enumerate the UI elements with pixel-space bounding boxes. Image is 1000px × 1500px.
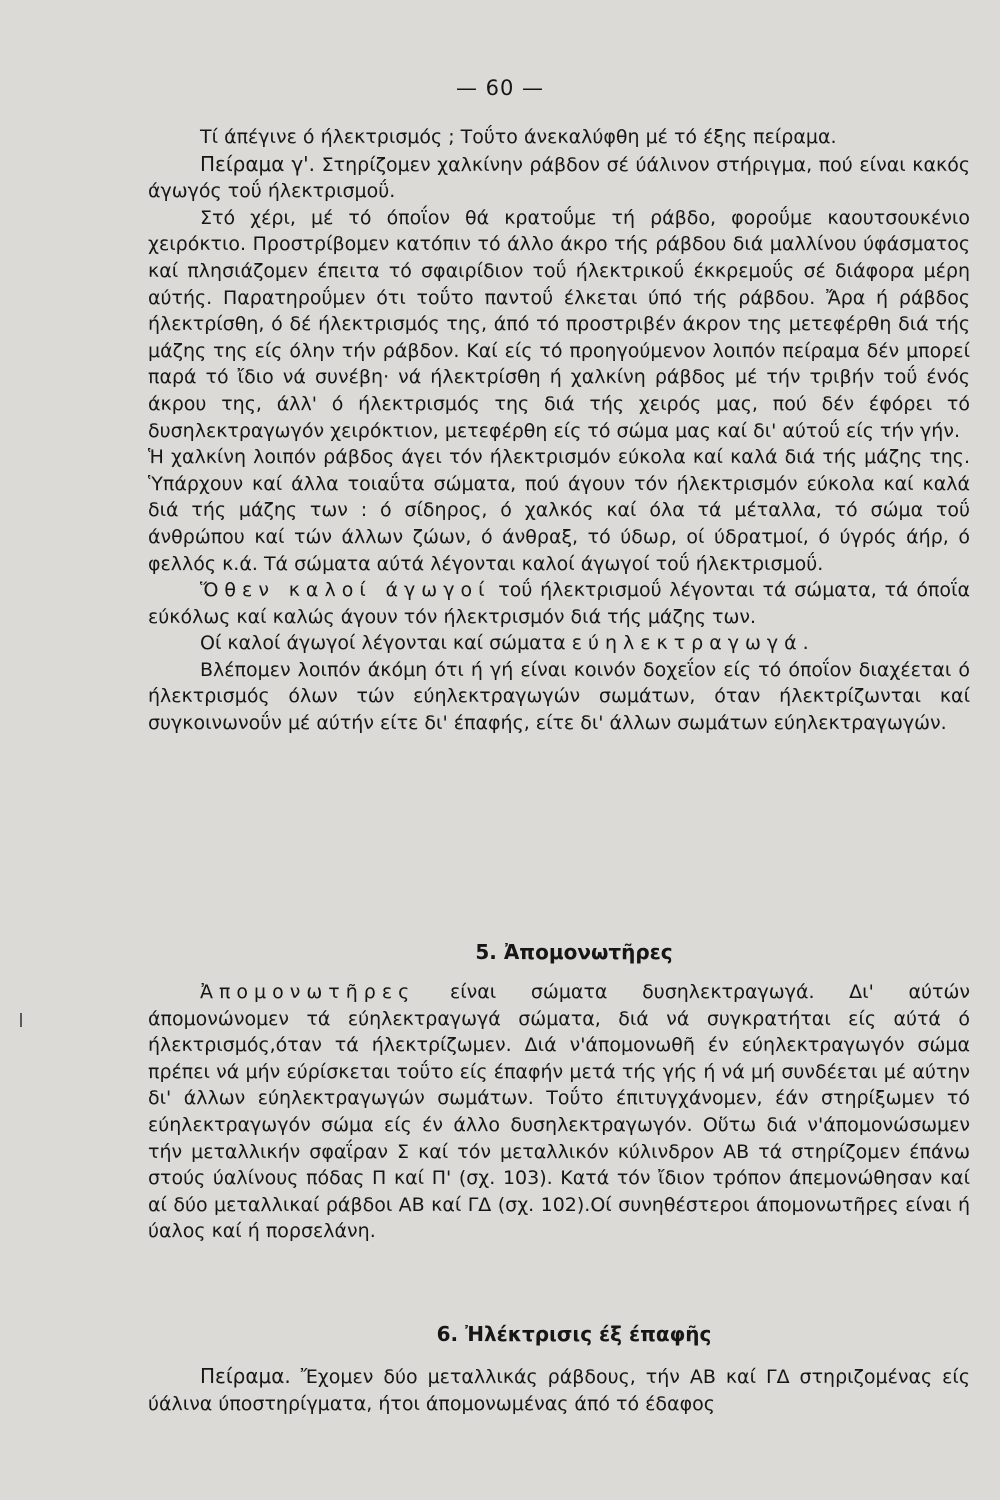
spaced-term-insulators: Ἀπομονωτῆρες: [200, 981, 416, 1003]
paragraph-conductors-list: Ἡ χαλκίνη λοιπόν ράβδος άγει τόν ήλεκτρισμόν εύκολα καί καλά διά τής μάζης της. Ὑπάρχουν καί άλλα τοιαΰτα σώματα, πού άγουν τόν ήλεκτρισμόν εύκολα καί καλά διά τής μάζης των : ό σίδηρος, ό χαλκός καί όλα τά μέταλλα, τό σώμα τοΰ άνθρώπου καί τών άλλων ζώων, ό άνθραξ, τό ύδωρ, οί ύδρατμοί, ό ύγρός άήρ, ό φελλός κ.ά. Τά σώματα αύτά λέγονται καλοί άγωγοί τοΰ ήλεκτρισμοΰ.: [148, 446, 970, 575]
experiment-label-2: Πείραμα.: [200, 1364, 291, 1388]
experiment-text: Στηρίζομεν χαλκίνην ράβδον σέ ύάλινον στήριγμα, πού είναι κακός άγωγός τοΰ ήλεκτρισμοΰ.: [148, 153, 970, 203]
spaced-term-good-conductors: Ὅθεν καλοί άγωγοί: [200, 579, 491, 602]
paragraph-question: Τί άπέγινε ό ήλεκτρισμός ; Τοΰτο άνεκαλύφθη μέ τό έξης πείραμα.: [200, 126, 837, 148]
paragraph-experiment-gamma: [148, 151, 970, 205]
section-heading-insulators: 5. Ἀπομονωτῆρες: [475, 940, 673, 964]
spaced-term-euelectragoga: εύηλεκτραγωγά.: [571, 632, 815, 655]
insulators-text: είναι σώματα δυσηλεκτραγωγά. Δι' αύτών άπομονώνομεν τά εύηλεκτραγωγά σώματα, διά νά συγκρατήται είς αύτά ό ήλεκτρισμός,όταν τά ήλεκτρίζωμεν. Διά ν'άπομονωθῆ έν εύηλεκτραγωγόν σώμα πρέπει νά μήν εύρίσκεται τοΰτο είς έπαφήν μετά τής γής ή νά μή συνδέεται μέ αύτην δι' άλλων εύηλεκτραγωγών σωμάτων. Τοΰτο έπιτυγχάνομεν, έάν στηρίξωμεν τό εύηλεκτραγωγόν σώμα είς έν άλλο δυσηλεκτραγωγόν. Οὕτω διά ν'άπομονώσωμεν τήν μεταλλικήν σφαΐραν Σ καί τόν μεταλλικόν κύλινδρον ΑΒ τά στηρίζομεν έπάνω στούς ύαλίνους πόδας Π καί Π' (σχ. 103). Κατά τόν ἴδιον τρόπον άπεμονώθησαν καί αί δύο μεταλλικαί ράβδοι ΑΒ καί ΓΔ (σχ. 102).Οί συνηθέστεροι άπομονωτῆρες είναι ή ύαλος καί ή πορσελάνη.: [148, 981, 970, 1243]
euelectragoga-text: Οί καλοί άγωγοί λέγονται καί σώματα: [200, 632, 572, 655]
experiment-label: Πείραμα γ'.: [200, 151, 316, 176]
definition-text: τοΰ ήλεκτρισμοΰ λέγονται τά σώματα, τά όποΐα εύκόλως καί καλώς άγουν τόν ήλεκτρισμόν διά τής μάζης των.: [148, 579, 970, 628]
paragraph-contact-experiment: [148, 1363, 970, 1417]
paragraph-good-conductors-definition: [148, 577, 970, 630]
section-contact-electrification: [148, 1317, 970, 1417]
paragraph-insulators: [148, 979, 970, 1245]
paragraph-euelectragoga: [148, 630, 970, 657]
margin-mark: [20, 1013, 22, 1027]
paragraph-earth-reservoir: Βλέπομεν λοιπόν άκόμη ότι ή γή είναι κοινόν δοχεΐον είς τό όποΐον διαχέεται ό ήλεκτρισμός όλων τών εύηλεκτραγωγών σωμάτων, όταν ήλεκτρίζωνται καί συγκοινωνοΰν μέ αύτήν είτε δι' έπαφής, είτε δι' άλλων σωμάτων εύηλεκτραγωγών.: [148, 658, 970, 735]
section-heading-contact: 6. Ἠλέκτρισις έξ έπαφῆς: [436, 1322, 712, 1346]
paragraph-rubber-glove: Στό χέρι, μέ τό όποΐον θά κρατοΰμε τή ράβδο, φοροΰμε καουτσουκένιο χειρόκτιο. Προστρίβομεν κατόπιν τό άλλο άκρο τής ράβδου διά μαλλίνου ύφάσματος καί πλησιάζομεν έπειτα τό σφαιρίδιον τοΰ ήλεκτρικοΰ έκκρεμοΰς σέ διάφορα μέρη αύτής. Παρατηροΰμεν ότι τοΰτο παντοΰ έλκεται ύπό τής ράβδου. Ἄρα ή ράβδος ήλεκτρίσθη, ό δέ ήλεκτρισμός της, άπό τό προστριβέν άκρον της μετεφέρθη διά τής μάζης της είς όλην τήν ράβδον. Καί είς τό προηγούμενον λοιπόν πείραμα δέν μπορεί παρά τό ἴδιο νά συνέβη· νά ήλεκτρίσθη ή χαλκίνη ράβδος μέ τήν τριβήν τοΰ ένός άκρου της, άλλ' ό ήλεκτρισμός της διά τής χειρός μας, πού δέν έφόρει τό δυσηλεκτραγωγόν χειρόκτιον, μετεφέρθη είς τό σώμα μας καί δι' αύτοΰ είς τήν γήν.: [148, 206, 970, 442]
section-insulators: [148, 935, 970, 1245]
main-text-section: [148, 124, 970, 737]
page-number: — 60 —: [455, 76, 545, 100]
contact-experiment-text: Ἔχομεν δύο μεταλλικάς ράβδους, τήν ΑΒ καί ΓΔ στηριζομένας είς ύάλινα ύποστηρίγματα, ήτοι άπομονωμένας άπό τό έδαφος: [148, 1366, 970, 1415]
